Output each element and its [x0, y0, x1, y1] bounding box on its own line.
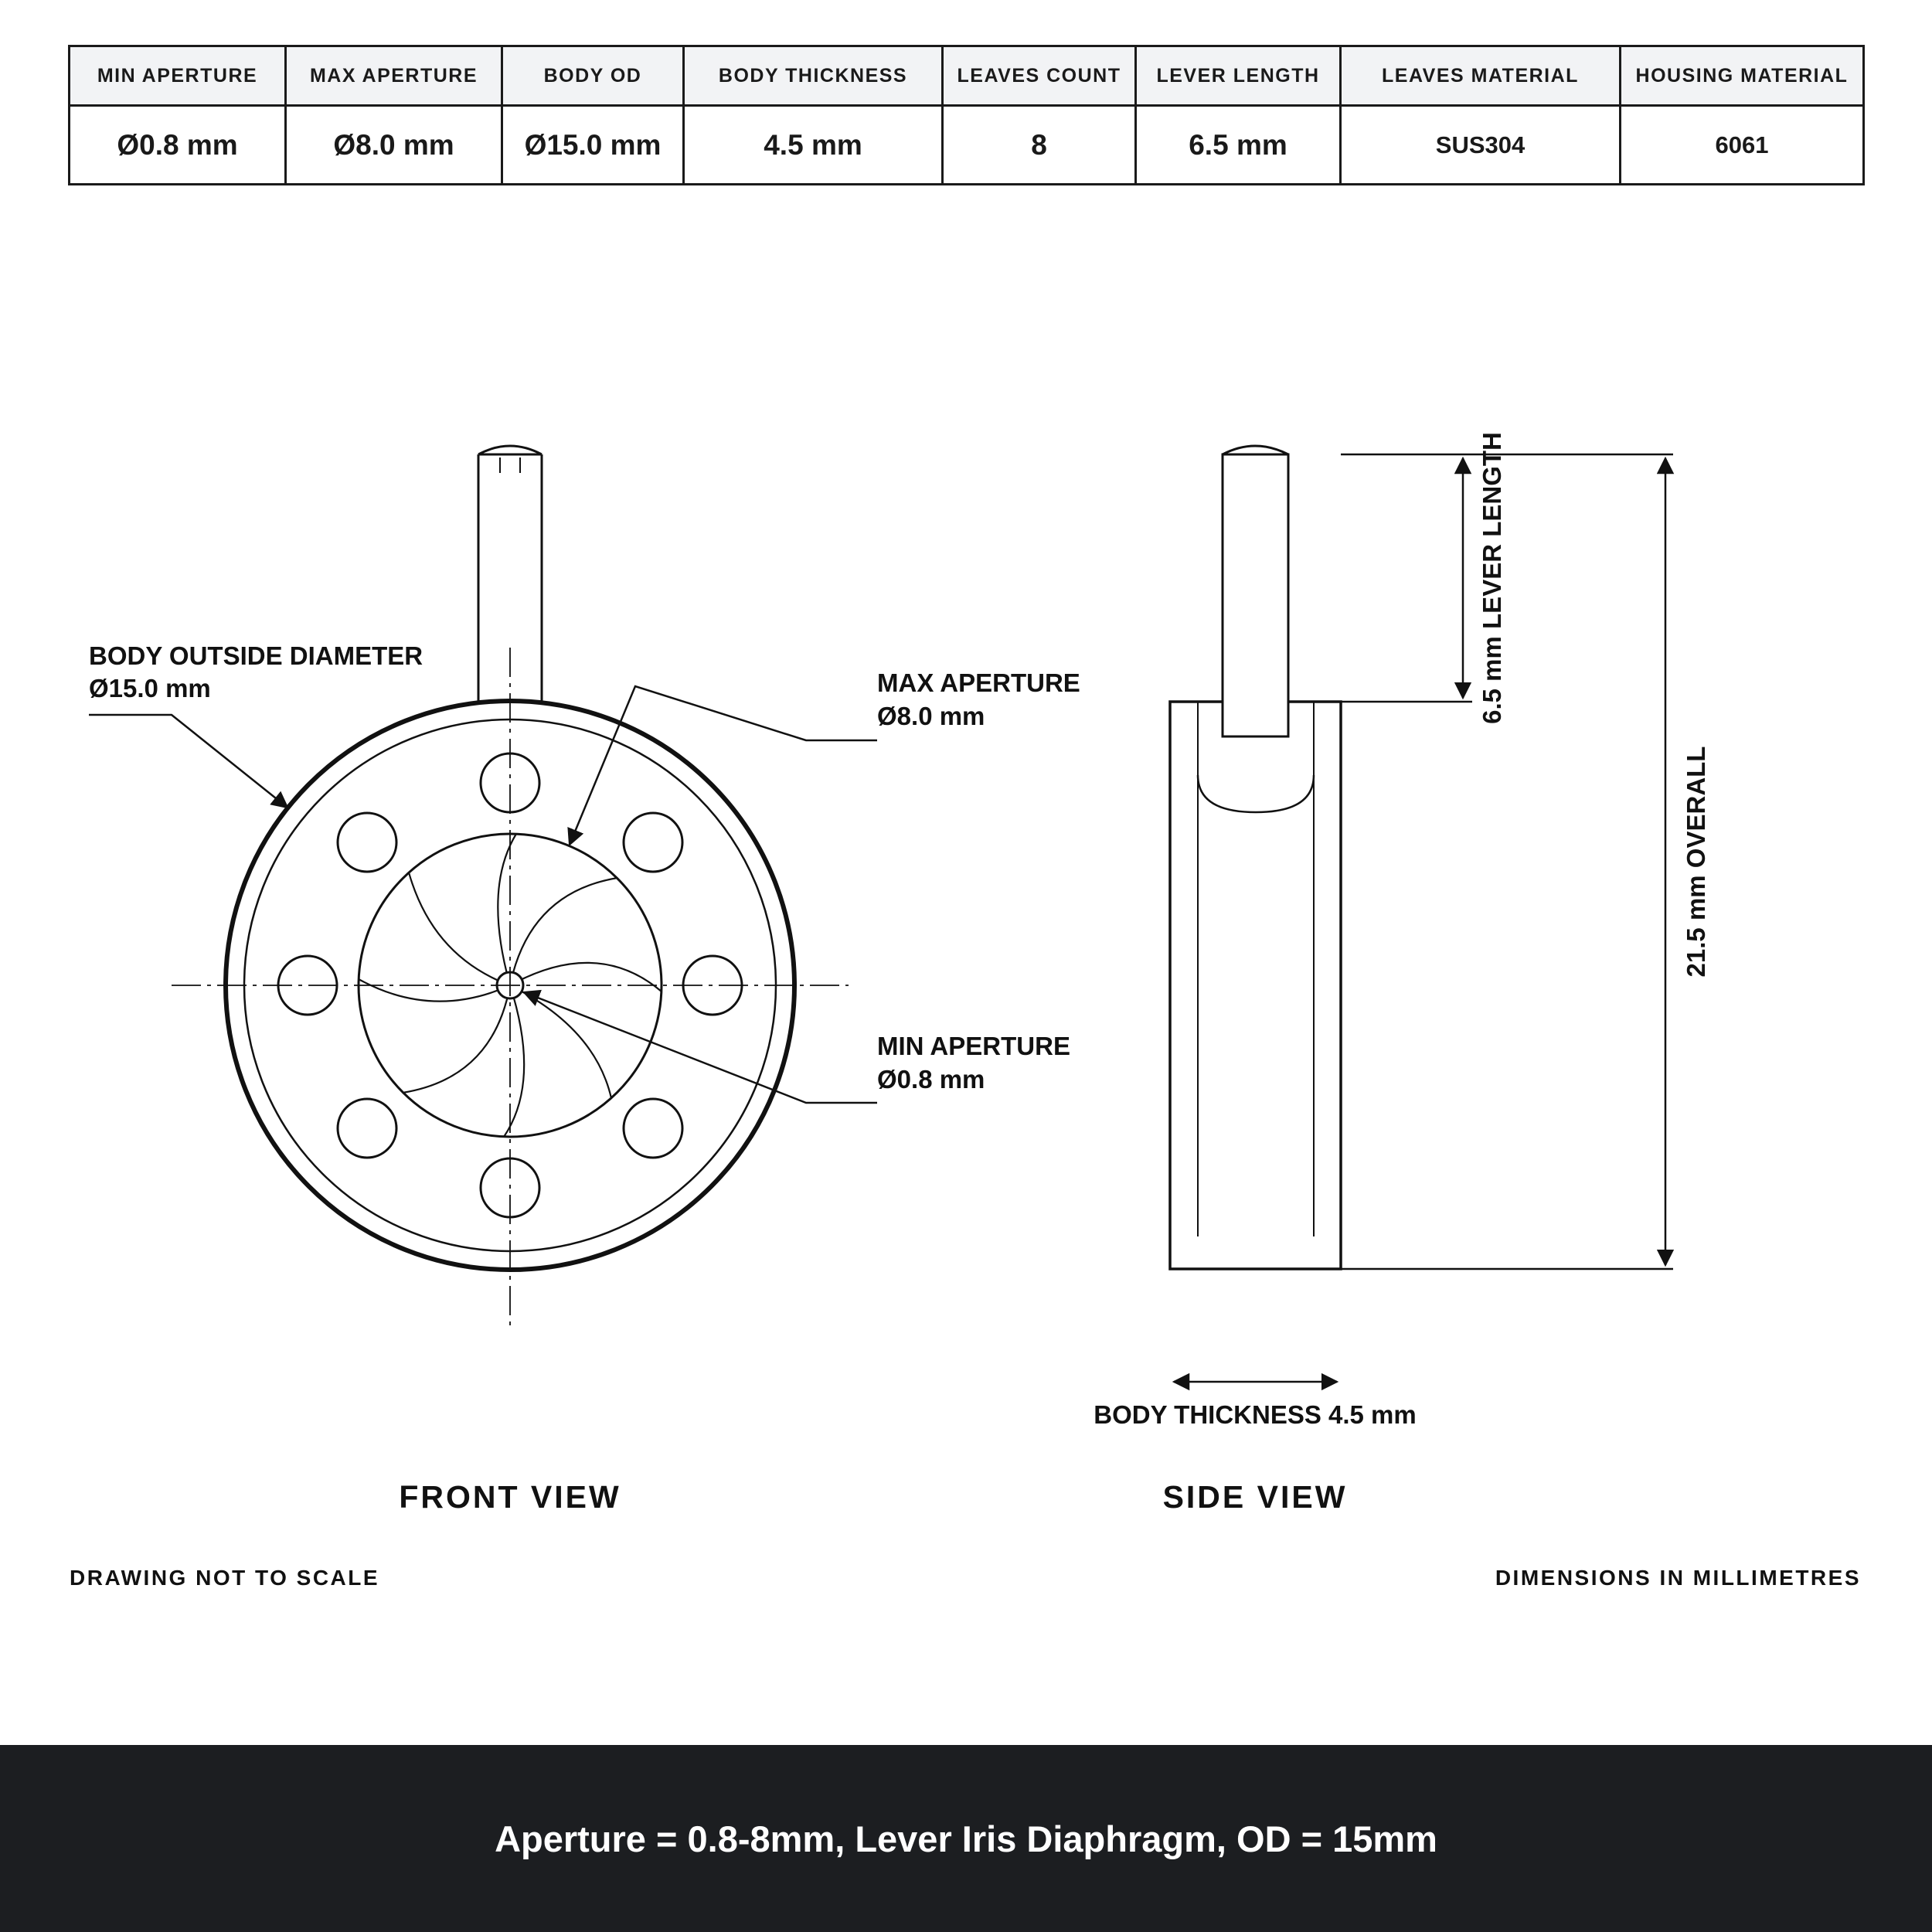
header-housing-material: HOUSING MATERIAL [1621, 46, 1864, 106]
body-thickness-label: BODY THICKNESS 4.5 mm [1094, 1400, 1417, 1429]
max-aperture-label: MAX APERTURE [877, 668, 1080, 697]
value-leaves-material: SUS304 [1341, 106, 1621, 185]
side-view [1170, 446, 1673, 1382]
side-body-outline [1170, 702, 1341, 1269]
side-lever [1223, 446, 1288, 736]
value-body-thickness: 4.5 mm [684, 106, 943, 185]
header-leaves-material: LEAVES MATERIAL [1341, 46, 1621, 106]
header-lever-length: LEVER LENGTH [1136, 46, 1341, 106]
value-housing-material: 6061 [1621, 106, 1864, 185]
side-view-title: SIDE VIEW [1162, 1479, 1348, 1515]
min-aperture-value: Ø0.8 mm [877, 1065, 985, 1094]
value-min-aperture: Ø0.8 mm [70, 106, 286, 185]
header-min-aperture: MIN APERTURE [70, 46, 286, 106]
overall-label: 21.5 mm OVERALL [1682, 746, 1710, 978]
footer-caption-bar [0, 1745, 1932, 1932]
value-leaves-count: 8 [943, 106, 1136, 185]
note-dimensions-units: DIMENSIONS IN MILLIMETRES [1495, 1566, 1861, 1590]
value-body-od: Ø15.0 mm [502, 106, 684, 185]
body-od-leader [89, 715, 287, 808]
body-od-value: Ø15.0 mm [89, 674, 211, 702]
min-aperture-label: MIN APERTURE [877, 1032, 1070, 1060]
header-body-od: BODY OD [502, 46, 684, 106]
front-view [89, 446, 877, 1325]
value-max-aperture: Ø8.0 mm [286, 106, 502, 185]
front-view-title: FRONT VIEW [399, 1479, 621, 1515]
header-max-aperture: MAX APERTURE [286, 46, 502, 106]
lever-length-label: 6.5 mm LEVER LENGTH [1478, 432, 1506, 724]
note-not-to-scale: DRAWING NOT TO SCALE [70, 1566, 380, 1590]
value-lever-length: 6.5 mm [1136, 106, 1341, 185]
header-leaves-count: LEAVES COUNT [943, 46, 1136, 106]
max-aperture-value: Ø8.0 mm [877, 702, 985, 730]
footer-caption: Aperture = 0.8-8mm, Lever Iris Diaphragm, OD = 15mm [495, 1818, 1437, 1859]
body-od-label: BODY OUTSIDE DIAMETER [89, 641, 423, 670]
header-body-thickness: BODY THICKNESS [684, 46, 943, 106]
